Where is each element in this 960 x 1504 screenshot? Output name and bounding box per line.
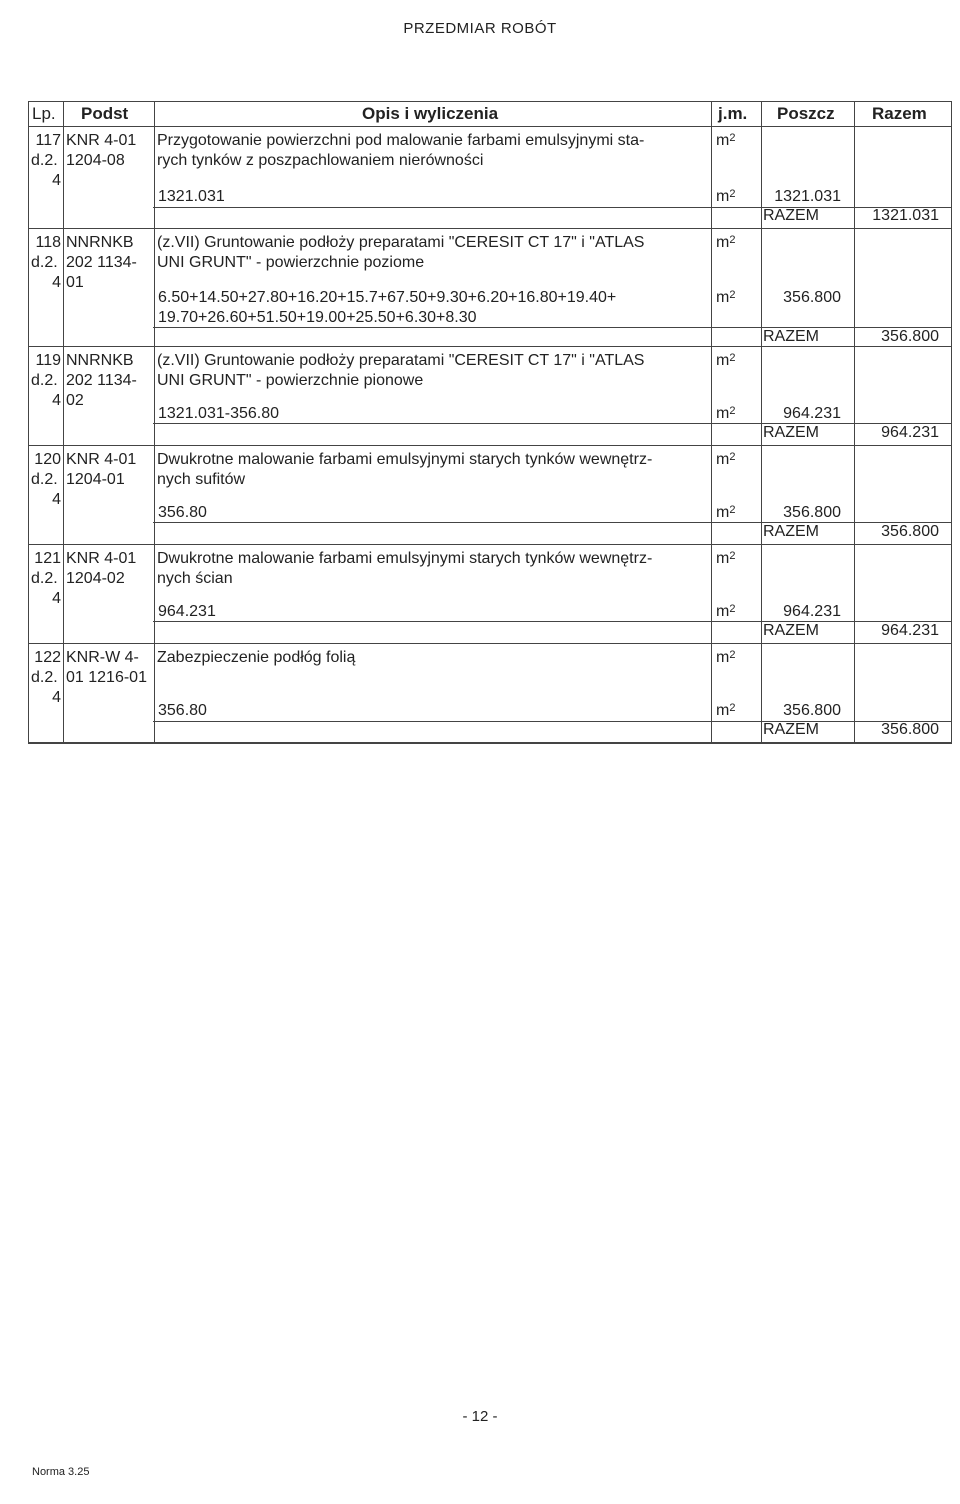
- table-row: [29, 229, 951, 347]
- page-title: PRZEDMIAR ROBÓT: [403, 20, 557, 37]
- podstawa-line: 202 1134-: [66, 372, 137, 389]
- unit-cell: $m^2$: [716, 702, 736, 719]
- unit-cell: $m^2$: [716, 451, 736, 468]
- lp-division: d.2.: [31, 152, 58, 169]
- unit-cell: $m^2$: [716, 649, 736, 666]
- calculation-line: 1321.031: [158, 188, 225, 205]
- unit-cell: $m^2$: [716, 550, 736, 567]
- lp-division: d.2.: [31, 471, 58, 488]
- lp-division: d.2.: [31, 570, 58, 587]
- razem-label: RAZEM: [763, 328, 819, 345]
- header-lp: Lp.: [32, 104, 56, 123]
- poszcz-value: 356.800: [783, 702, 841, 719]
- poszcz-value: 964.231: [783, 405, 841, 422]
- header-razem: Razem: [872, 104, 927, 123]
- lp-chapter: 4: [52, 392, 61, 409]
- lp-division: d.2.: [31, 372, 58, 389]
- lp-number: 117: [35, 132, 61, 149]
- table-body: [29, 127, 951, 743]
- poszcz-value: 356.800: [783, 289, 841, 306]
- razem-label: RAZEM: [763, 622, 819, 639]
- unit-cell: $m^2$: [716, 603, 736, 620]
- description-line: Dwukrotne malowanie farbami emulsyjnymi starych tynków wewnętrz-: [157, 451, 653, 468]
- lp-number: 121: [34, 550, 61, 567]
- lp-chapter: 4: [52, 689, 61, 706]
- podstawa-line: KNR 4-01: [66, 451, 137, 468]
- description-line: rych tynków z poszpachlowaniem nierówności: [157, 152, 484, 169]
- razem-value: 356.800: [881, 328, 939, 345]
- calculation-line: 6.50+14.50+27.80+16.20+15.7+67.50+9.30+6.20+16.80+19.40+: [158, 289, 617, 306]
- header-podst: Podst: [81, 104, 129, 123]
- description-line: UNI GRUNT" - powierzchnie poziome: [157, 254, 425, 271]
- podstawa-line: 02: [66, 392, 84, 409]
- lp-number: 119: [35, 352, 61, 369]
- description-line: nych sufitów: [157, 471, 246, 488]
- podstawa-line: NNRNKB: [66, 352, 134, 369]
- razem-value: 964.231: [881, 424, 939, 441]
- razem-value: 964.231: [881, 622, 939, 639]
- table-row: [29, 644, 951, 743]
- podstawa-line: 1204-01: [66, 471, 125, 488]
- unit-cell: $m^2$: [716, 132, 736, 149]
- lp-number: 118: [35, 234, 61, 251]
- lp-division: d.2.: [31, 254, 58, 271]
- unit-cell: $m^2$: [716, 188, 736, 205]
- razem-label: RAZEM: [763, 424, 819, 441]
- header-opis: Opis i wyliczenia: [362, 104, 499, 123]
- lp-chapter: 4: [52, 172, 61, 189]
- calculation-line: 964.231: [158, 603, 216, 620]
- description-line: UNI GRUNT" - powierzchnie pionowe: [157, 372, 424, 389]
- podstawa-line: 202 1134-: [66, 254, 137, 271]
- lp-chapter: 4: [52, 274, 61, 291]
- podstawa-line: KNR 4-01: [66, 132, 137, 149]
- razem-value: 356.800: [881, 721, 939, 738]
- description-line: Zabezpieczenie podłóg folią: [157, 649, 356, 666]
- razem-label: RAZEM: [763, 207, 819, 224]
- podstawa-line: 01 1216-01: [66, 669, 147, 686]
- calculation-line: 356.80: [158, 504, 207, 521]
- razem-label: RAZEM: [763, 721, 819, 738]
- description-line: Dwukrotne malowanie farbami emulsyjnymi starych tynków wewnętrz-: [157, 550, 653, 567]
- podstawa-line: KNR-W 4-: [66, 649, 139, 666]
- header-poszcz: Poszcz: [777, 104, 835, 123]
- lp-chapter: 4: [52, 590, 61, 607]
- description-line: (z.VII) Gruntowanie podłoży preparatami "CERESIT CT 17" i "ATLAS: [157, 352, 645, 369]
- podstawa-line: 01: [66, 274, 84, 291]
- unit-cell: $m^2$: [716, 352, 736, 369]
- software-label: Norma 3.25: [32, 1466, 90, 1478]
- razem-label: RAZEM: [763, 523, 819, 540]
- table-row: [29, 545, 951, 644]
- calculation-line: 356.80: [158, 702, 207, 719]
- podstawa-line: 1204-08: [66, 152, 125, 169]
- table-row: [29, 127, 951, 229]
- lp-division: d.2.: [31, 669, 58, 686]
- description-line: nych ścian: [157, 570, 233, 587]
- podstawa-line: 1204-02: [66, 570, 125, 587]
- unit-cell: $m^2$: [716, 289, 736, 306]
- poszcz-value: 356.800: [783, 504, 841, 521]
- table-row: [29, 446, 951, 545]
- razem-value: 1321.031: [872, 207, 939, 224]
- lp-chapter: 4: [52, 491, 61, 508]
- unit-cell: $m^2$: [716, 405, 736, 422]
- table-header: [29, 102, 951, 127]
- razem-value: 356.800: [881, 523, 939, 540]
- cost-estimate-table: [28, 101, 952, 744]
- calculation-line: 1321.031-356.80: [158, 405, 279, 422]
- lp-number: 122: [34, 649, 61, 666]
- header-jm: j.m.: [718, 104, 748, 123]
- calculation-line: 19.70+26.60+51.50+19.00+25.50+6.30+8.30: [158, 309, 477, 326]
- page-number: - 12 -: [462, 1408, 498, 1425]
- poszcz-value: 1321.031: [774, 188, 841, 205]
- unit-cell: $m^2$: [716, 234, 736, 251]
- description-line: Przygotowanie powierzchni pod malowanie farbami emulsyjnymi sta-: [157, 132, 645, 149]
- podstawa-line: KNR 4-01: [66, 550, 137, 567]
- lp-number: 120: [34, 451, 61, 468]
- unit-cell: $m^2$: [716, 504, 736, 521]
- table-row: [29, 347, 951, 446]
- description-line: (z.VII) Gruntowanie podłoży preparatami "CERESIT CT 17" i "ATLAS: [157, 234, 645, 251]
- poszcz-value: 964.231: [783, 603, 841, 620]
- podstawa-line: NNRNKB: [66, 234, 134, 251]
